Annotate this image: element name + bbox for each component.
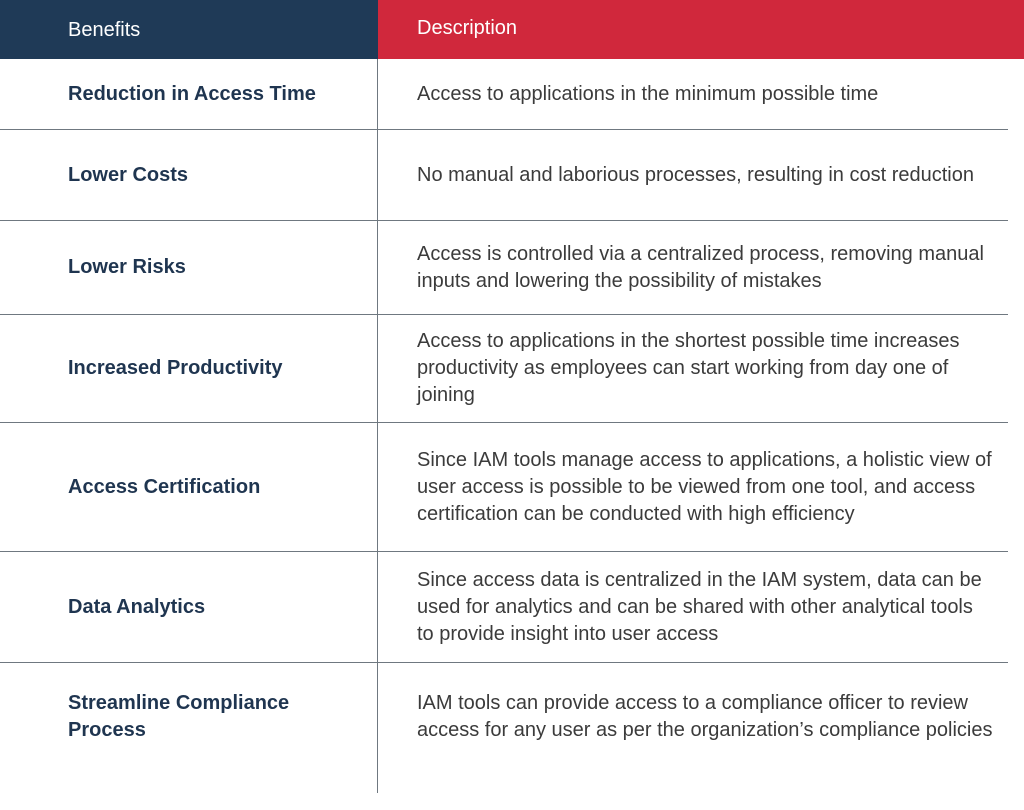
header-description [378, 0, 1024, 59]
benefit-name: Access Certification [68, 475, 261, 498]
table-row [0, 315, 1008, 423]
benefit-cell [0, 59, 378, 129]
benefit-name: Lower Costs [68, 163, 189, 186]
description-cell [378, 552, 1008, 662]
benefit-description: Since IAM tools manage access to applications, a holistic view of user access is possible to be viewed from one tool, and access certification can be conducted with high efficiency [417, 448, 992, 525]
benefit-name: Streamline Compliance Process [68, 692, 290, 741]
benefit-description: Access is controlled via a centralized process, removing manual inputs and lowering the possibility of mistakes [417, 242, 984, 292]
benefit-name: Increased Productivity [68, 357, 283, 379]
benefit-cell [0, 552, 378, 662]
benefit-name: Lower Risks [68, 256, 186, 278]
table-row [0, 221, 1008, 315]
description-cell [378, 59, 1008, 129]
benefit-description: No manual and laborious processes, resulting in cost reduction [417, 163, 974, 186]
benefit-description: Since access data is centralized in the IAM system, data can be used for analytics and can be shared with other analytical tools to provide insight into user access [417, 568, 982, 645]
benefit-cell [0, 315, 378, 422]
header-benefits-label: Benefits [68, 19, 141, 41]
description-cell [378, 315, 1008, 422]
benefit-description: Access to applications in the minimum possible time [417, 82, 879, 105]
table-row [0, 130, 1008, 221]
benefit-name: Reduction in Access Time [68, 82, 316, 105]
table-row [0, 663, 1008, 771]
description-cell [378, 663, 1008, 771]
table-row [0, 59, 1008, 130]
benefit-description: IAM tools can provide access to a compliance officer to review access for any user as per the organization’s compliance policies [417, 692, 993, 741]
header-benefits [0, 0, 378, 59]
benefit-description: Access to applications in the shortest possible time increases productivity as employees can start working from day one of joining [417, 330, 960, 406]
table-row [0, 552, 1008, 663]
description-cell [378, 130, 1008, 220]
table-row [0, 423, 1008, 552]
header-description-label: Description [417, 17, 518, 39]
description-cell [378, 221, 1008, 314]
benefit-cell [0, 130, 378, 220]
table-body [0, 59, 1008, 771]
description-cell [378, 423, 1008, 551]
benefit-name: Data Analytics [68, 595, 206, 618]
table-header [0, 0, 1024, 59]
benefit-cell [0, 663, 378, 771]
benefit-cell [0, 423, 378, 551]
benefit-cell [0, 221, 378, 314]
